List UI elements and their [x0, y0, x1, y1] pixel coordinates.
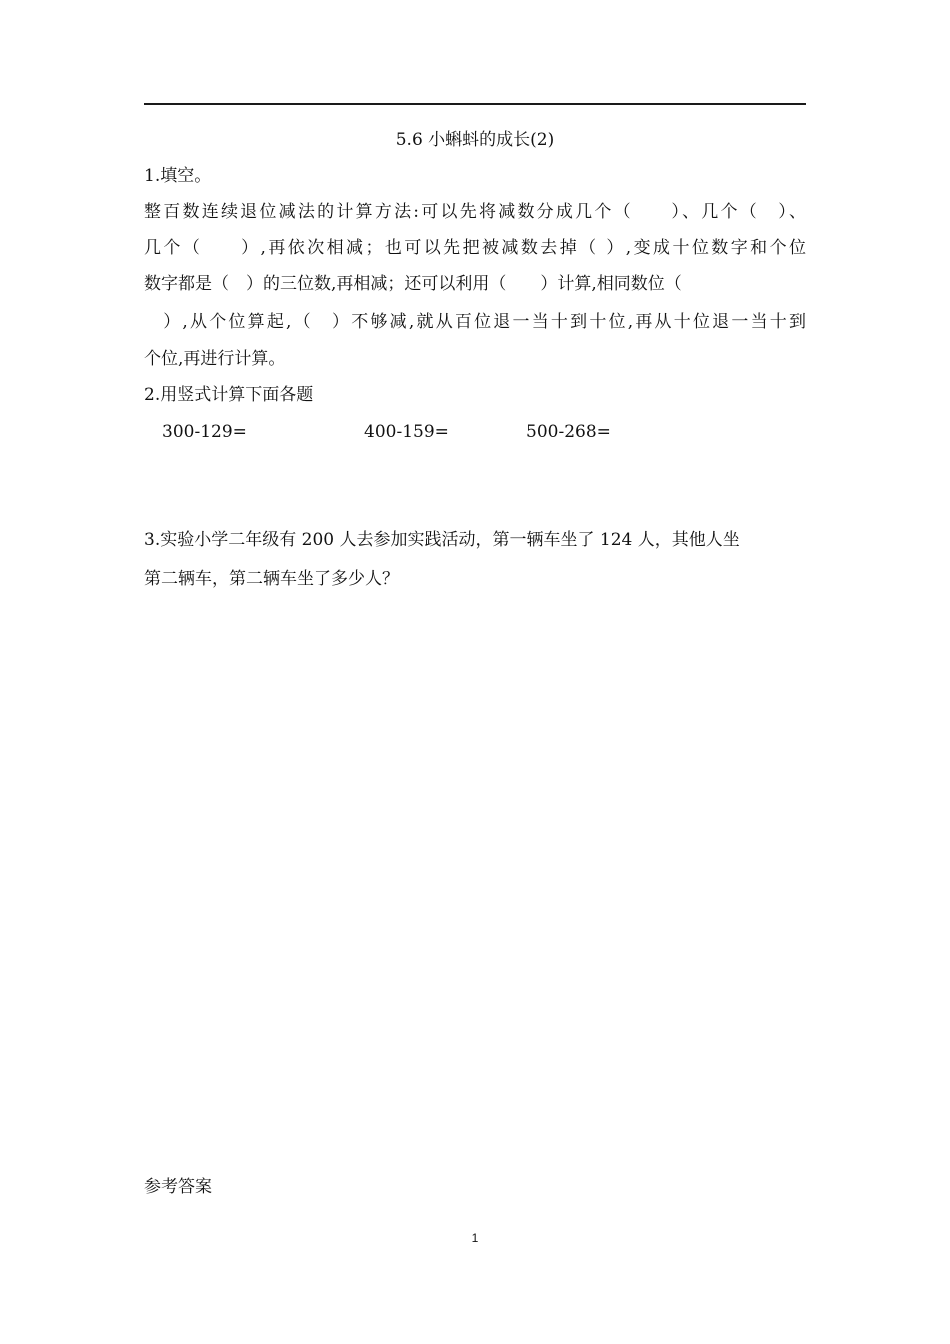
q1-line-2: 几个（ ）,再依次相减；也可以先把被减数去掉（ ）,变成十位数字和个位 [144, 238, 806, 258]
q3-line-1: 3.实验小学二年级有 200 人去参加实践活动，第一辆车坐了 124 人，其他人坐 [144, 530, 740, 550]
q1-line-5: 个位,再进行计算。 [144, 349, 286, 369]
q2-expression-2: 400-159= [364, 422, 449, 442]
q1-line-3: 数字都是（ ）的三位数,再相减；还可以利用（ ）计算,相同数位（ [144, 274, 682, 294]
q1-line-1: 整百数连续退位减法的计算方法:可以先将减数分成几个（ ）、几个（ ）、 [144, 202, 806, 222]
q1-line-4: ）,从个位算起,（ ）不够减,就从百位退一当十到十位,再从十位退一当十到 [144, 312, 806, 332]
q3-line-2: 第二辆车，第二辆车坐了多少人？ [144, 569, 399, 589]
header-rule [144, 103, 806, 105]
q1-heading: 1.填空。 [144, 166, 212, 186]
answers-heading: 参考答案 [144, 1177, 212, 1197]
q2-expression-3: 500-268= [526, 422, 611, 442]
q2-heading: 2.用竖式计算下面各题 [144, 385, 314, 405]
page-number: 1 [471, 1231, 479, 1245]
page-title: 5.6 小蝌蚪的成长(2) [395, 130, 555, 150]
q2-expression-1: 300-129= [162, 422, 247, 442]
